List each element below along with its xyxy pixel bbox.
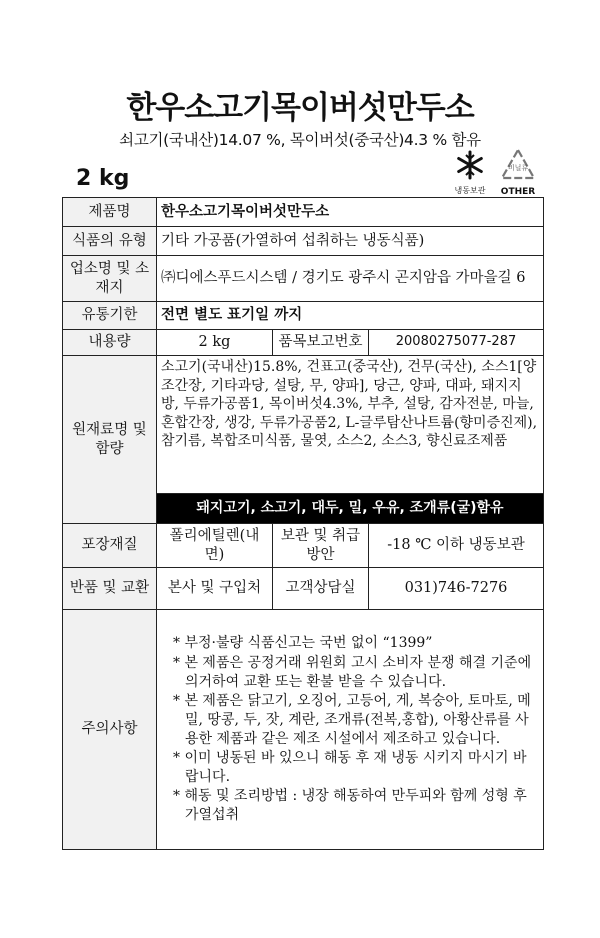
expiry-value: 전면 별도 표기일 까지: [157, 302, 544, 330]
table-row: [63, 356, 544, 494]
product-info-table: [62, 197, 544, 850]
table-row: [63, 568, 544, 610]
customer-service-label: 고객상담실: [273, 568, 369, 610]
recycle-icon: [500, 148, 536, 182]
product-title: 한우소고기목이버섯만두소: [126, 90, 474, 126]
list-item: * 본 제품은 공정거래 위원회 고시 소비자 분쟁 해결 기준에 의거하여 교환 또는 환불 받을 수 있습니다.: [173, 655, 532, 690]
report-number-value: 20080275077-287: [369, 330, 544, 356]
row-label: 반품 및 교환: [63, 568, 157, 610]
net-weight: 2 kg: [76, 166, 130, 191]
list-item: * 이미 냉동된 바 있으니 해동 후 재 냉동 시키지 마시기 바랍니다.: [173, 750, 527, 785]
table-row: [63, 198, 544, 227]
table-row: [63, 302, 544, 330]
row-label: 식품의 유형: [63, 227, 157, 256]
table-row: [63, 524, 544, 568]
list-item: * 해동 및 조리방법 : 냉장 해동하여 만두피와 함께 성형 후 가열섭취: [173, 788, 527, 823]
content-value: 2 kg: [157, 330, 273, 356]
list-item: * 부정·불량 식품신고는 국번 없이 “1399”: [173, 635, 433, 652]
allergen-banner: 돼지고기, 소고기, 대두, 밀, 우유, 조개류(굴)함유: [157, 494, 544, 524]
row-label: 원재료명 및 함량: [63, 356, 157, 524]
report-number-label: 품목보고번호: [273, 330, 369, 356]
manufacturer-value: ㈜디에스푸드시스템 / 경기도 광주시 곤지암읍 가마을길 6: [157, 256, 544, 302]
row-label: 포장재질: [63, 524, 157, 568]
returns-value: 본사 및 구입처: [157, 568, 273, 610]
table-row: [63, 227, 544, 256]
caution-list: [169, 634, 539, 824]
recycle-mark: [496, 148, 540, 197]
recycle-type: 비닐류: [507, 164, 529, 172]
row-label: 제품명: [63, 198, 157, 227]
caution-cell: [157, 610, 544, 850]
table-row: [63, 256, 544, 302]
product-subtitle: 쇠고기(국내산)14.07 %, 목이버섯(중국산)4.3 % 함유: [119, 131, 481, 149]
ingredients-value: 소고기(국내산)15.8%, 건표고(중국산), 건무(국산), 소스1[양조간장, 기타과당, 설탕, 무, 양파], 당근, 양파, 대파, 돼지지방, 두류가공품1, 목이버섯4.3%, 부추, 설탕, 감자전분, 마늘, 혼합간장, 생강, 두류가공품2, L-글루탐산나트륨(향미증진제), 참기름, 복합조미식품, 물엿, 소스2, 소스3, 향신료조제품: [157, 356, 544, 494]
snowflake-icon: [455, 150, 485, 180]
food-type-value: 기타 가공품(가열하여 섭취하는 냉동식품): [157, 227, 544, 256]
table-row: [63, 330, 544, 356]
storage-label: 보관 및 취급방안: [273, 524, 369, 568]
row-label: 주의사항: [63, 610, 157, 850]
table-row: [63, 610, 544, 850]
list-item: * 본 제품은 닭고기, 오징어, 고등어, 게, 복숭아, 토마토, 메밀, 땅콩, 두, 잣, 계란, 조개류(전복,홍합), 아황산류를 사용한 제품과 같은 제조 시설에서 제조하고 있습니다.: [173, 693, 531, 747]
row-label: 업소명 및 소재지: [63, 256, 157, 302]
frozen-caption: 냉동보관: [454, 186, 486, 195]
frozen-storage-mark: [445, 150, 495, 196]
row-label: 내용량: [63, 330, 157, 356]
packaging-value: 폴리에틸렌(내면): [157, 524, 273, 568]
row-label: 유통기한: [63, 302, 157, 330]
storage-value: -18 ℃ 이하 냉동보관: [369, 524, 544, 568]
customer-service-phone: 031)746-7276: [369, 568, 544, 610]
recycle-caption: OTHER: [500, 187, 536, 197]
product-name-value: 한우소고기목이버섯만두소: [157, 198, 544, 227]
